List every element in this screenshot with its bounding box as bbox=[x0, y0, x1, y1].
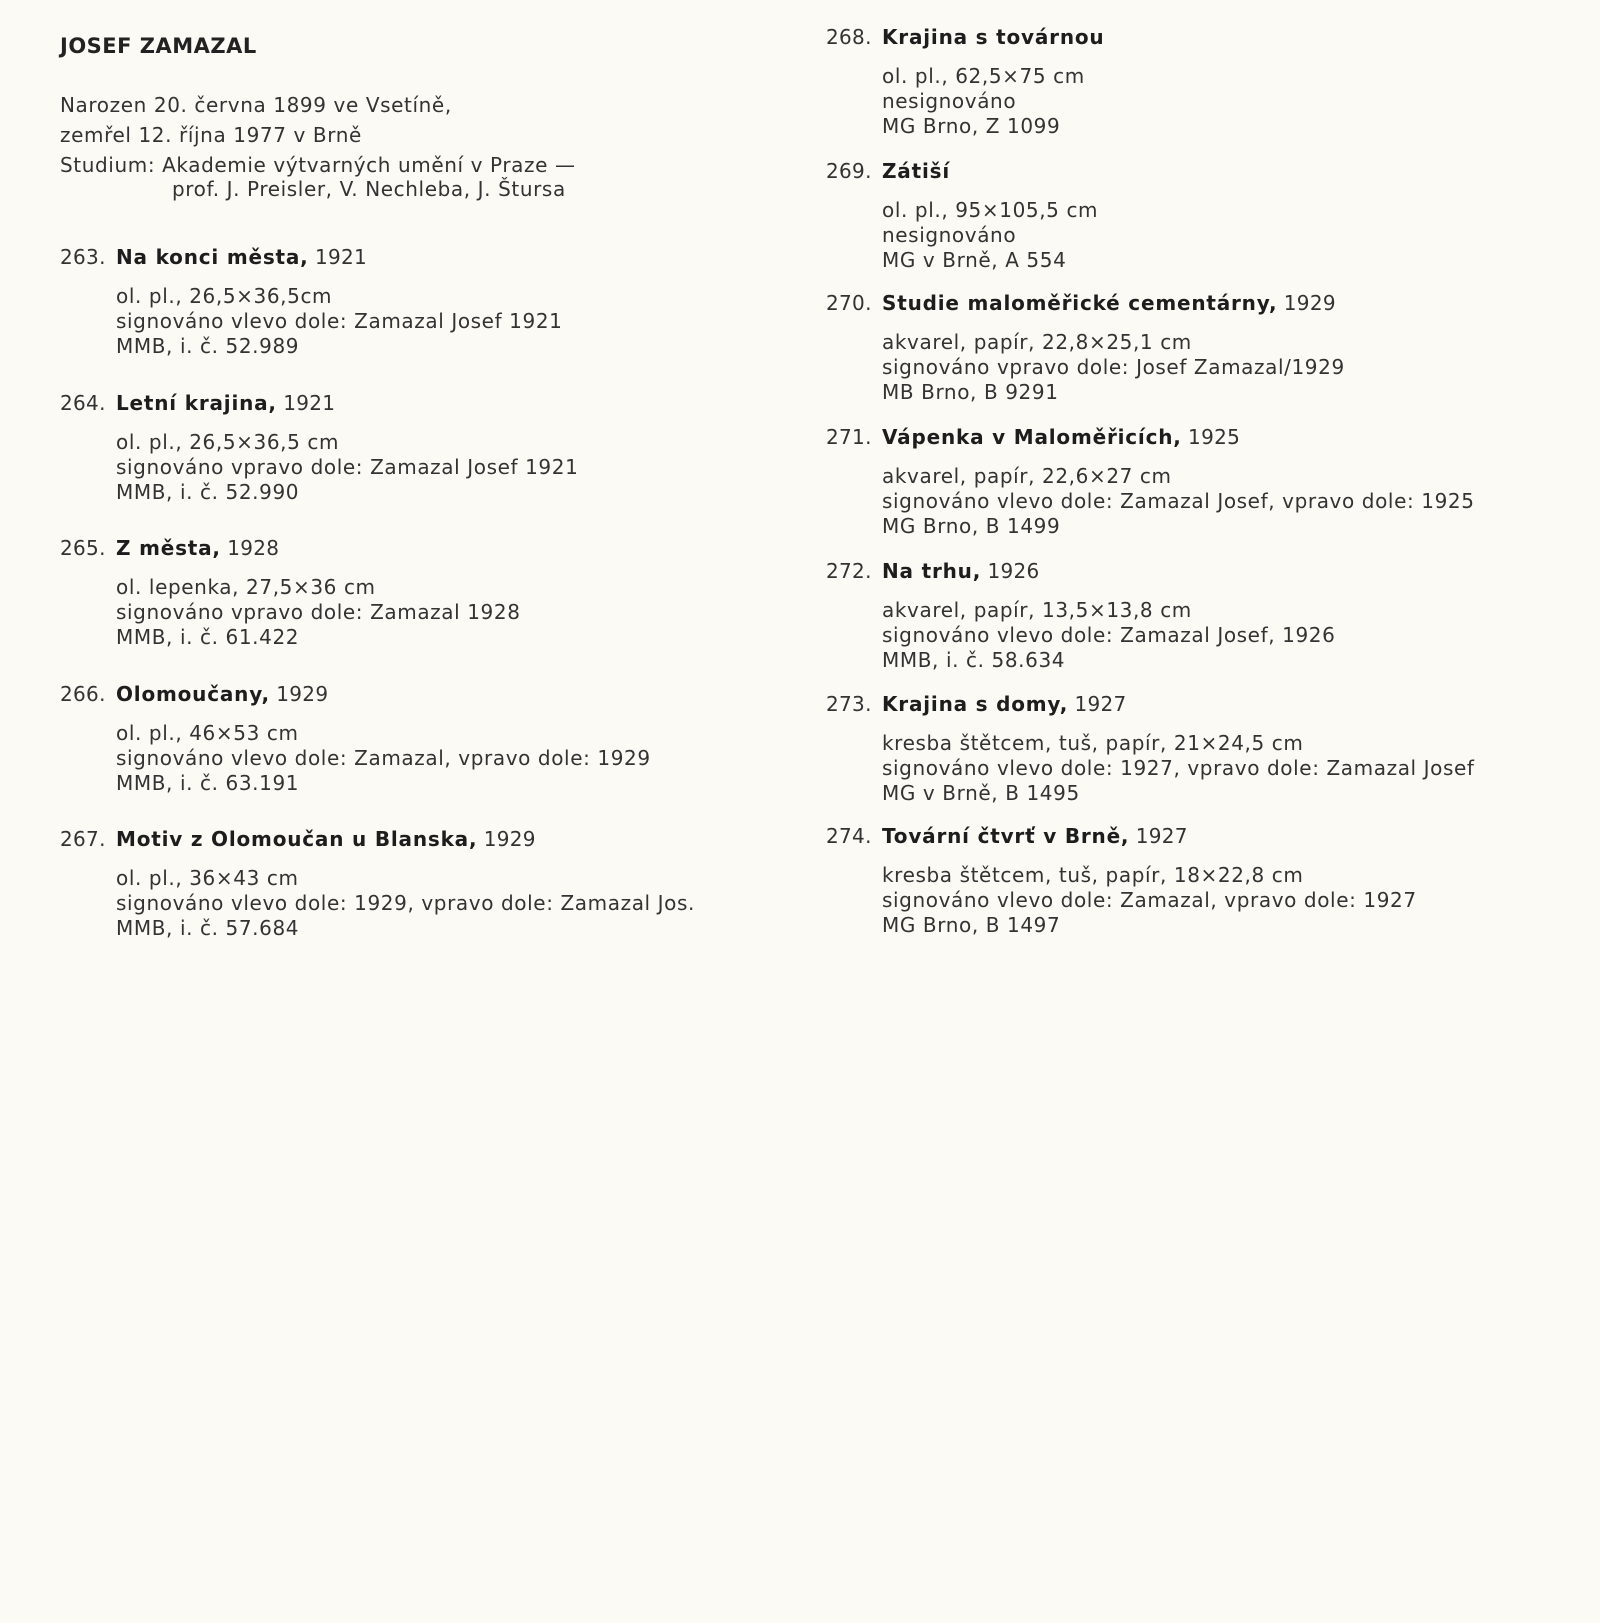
entry-heading bbox=[60, 242, 760, 272]
entry-details bbox=[826, 464, 1566, 539]
entry-year: 1929 bbox=[483, 827, 536, 851]
entry-details bbox=[826, 863, 1566, 938]
entry-collection: MMB, i. č. 58.634 bbox=[882, 648, 1066, 672]
entry-collection: MG v Brně, A 554 bbox=[882, 248, 1067, 272]
entry-signature: signováno vpravo dole: Zamazal Josef 1921 bbox=[116, 455, 579, 479]
entry-year: 1927 bbox=[1135, 824, 1188, 848]
entry-collection: MG Brno, B 1499 bbox=[882, 514, 1061, 538]
entry-signature: signováno vlevo dole: Zamazal Josef, 1926 bbox=[882, 623, 1336, 647]
entry-signature: signováno vlevo dole: Zamazal Josef 1921 bbox=[116, 309, 563, 333]
entry-number: 274. bbox=[826, 824, 872, 848]
entry-heading bbox=[826, 156, 1566, 186]
entry-heading bbox=[60, 388, 760, 418]
entry-heading bbox=[60, 679, 760, 709]
catalog-entry bbox=[60, 824, 760, 941]
entry-year: 1929 bbox=[276, 682, 329, 706]
entry-signature: signováno vlevo dole: Zamazal Josef, vpravo dole: 1925 bbox=[882, 489, 1475, 513]
catalog-entry bbox=[826, 821, 1566, 938]
entry-details bbox=[60, 721, 760, 796]
entry-heading bbox=[826, 22, 1566, 52]
entry-signature: nesignováno bbox=[882, 89, 1017, 113]
entry-medium: kresba štětcem, tuš, papír, 18×22,8 cm bbox=[882, 863, 1304, 887]
artist-name: JOSEF ZAMAZAL bbox=[60, 34, 257, 58]
entry-details bbox=[60, 284, 760, 359]
catalog-entry bbox=[826, 22, 1566, 139]
entry-collection: MMB, i. č. 57.684 bbox=[116, 916, 300, 940]
entry-number: 267. bbox=[60, 827, 106, 851]
bio-born: Narozen 20. června 1899 ve Vsetíně, bbox=[60, 93, 452, 117]
entry-heading bbox=[826, 689, 1566, 719]
entry-title: Z města, bbox=[116, 536, 221, 560]
catalog-entry bbox=[826, 156, 1566, 273]
entry-details bbox=[826, 64, 1566, 139]
entry-number: 266. bbox=[60, 682, 106, 706]
entry-collection: MMB, i. č. 63.191 bbox=[116, 771, 300, 795]
entry-title: Tovární čtvrť v Brně, bbox=[882, 824, 1130, 848]
entry-title: Motiv z Olomoučan u Blanska, bbox=[116, 827, 478, 851]
entry-collection: MG v Brně, B 1495 bbox=[882, 781, 1080, 805]
entry-signature: signováno vlevo dole: 1927, vpravo dole: Zamazal Josef bbox=[882, 756, 1475, 780]
bio-died: zemřel 12. října 1977 v Brně bbox=[60, 123, 362, 147]
entry-signature: signováno vpravo dole: Zamazal 1928 bbox=[116, 600, 521, 624]
catalog-entry bbox=[60, 679, 760, 796]
entry-medium: akvarel, papír, 22,8×25,1 cm bbox=[882, 330, 1192, 354]
entry-year: 1921 bbox=[283, 391, 336, 415]
entry-details bbox=[60, 430, 760, 505]
bio-study-professors: prof. J. Preisler, V. Nechleba, J. Štursa bbox=[172, 177, 566, 201]
entry-details bbox=[826, 330, 1566, 405]
entry-year: 1929 bbox=[1283, 291, 1336, 315]
catalog-entry bbox=[826, 689, 1566, 806]
entry-collection: MB Brno, B 9291 bbox=[882, 380, 1059, 404]
entry-title: Vápenka v Maloměřicích, bbox=[882, 425, 1182, 449]
catalog-entry bbox=[826, 422, 1566, 539]
entry-title: Na trhu, bbox=[882, 559, 982, 583]
entry-title: Krajina s domy, bbox=[882, 692, 1069, 716]
entry-medium: akvarel, papír, 22,6×27 cm bbox=[882, 464, 1172, 488]
catalog-entry bbox=[60, 533, 760, 650]
entry-number: 272. bbox=[826, 559, 872, 583]
entry-details bbox=[826, 731, 1566, 806]
entry-title: Zátiší bbox=[882, 159, 950, 183]
entry-details bbox=[60, 866, 760, 941]
entry-number: 271. bbox=[826, 425, 872, 449]
entry-signature: signováno vlevo dole: 1929, vpravo dole: Zamazal Jos. bbox=[116, 891, 695, 915]
entry-medium: ol. pl., 62,5×75 cm bbox=[882, 64, 1085, 88]
entry-number: 270. bbox=[826, 291, 872, 315]
entry-medium: ol. pl., 26,5×36,5cm bbox=[116, 284, 333, 308]
entry-medium: ol. pl., 26,5×36,5 cm bbox=[116, 430, 340, 454]
entry-medium: kresba štětcem, tuš, papír, 21×24,5 cm bbox=[882, 731, 1304, 755]
entry-heading bbox=[826, 556, 1566, 586]
entry-details bbox=[60, 575, 760, 650]
entry-number: 265. bbox=[60, 536, 106, 560]
catalog-entry bbox=[826, 556, 1566, 673]
entry-number: 268. bbox=[826, 25, 872, 49]
catalog-entry bbox=[826, 288, 1566, 405]
entry-medium: ol. pl., 36×43 cm bbox=[116, 866, 299, 890]
entry-year: 1921 bbox=[314, 245, 368, 269]
entry-year: 1927 bbox=[1074, 692, 1127, 716]
entry-year: 1928 bbox=[227, 536, 280, 560]
entry-signature: signováno vlevo dole: Zamazal, vpravo dole: 1927 bbox=[882, 888, 1417, 912]
entry-number: 264. bbox=[60, 391, 106, 415]
entry-collection: MMB, i. č. 52.989 bbox=[116, 334, 300, 358]
entry-medium: ol. pl., 95×105,5 cm bbox=[882, 198, 1099, 222]
entry-signature: signováno vpravo dole: Josef Zamazal/1929 bbox=[882, 355, 1345, 379]
entry-collection: MMB, i. č. 61.422 bbox=[116, 625, 300, 649]
entry-signature: signováno vlevo dole: Zamazal, vpravo dole: 1929 bbox=[116, 746, 651, 770]
entry-medium: ol. lepenka, 27,5×36 cm bbox=[116, 575, 376, 599]
entry-title: Na konci města, bbox=[116, 245, 309, 269]
entry-signature: nesignováno bbox=[882, 223, 1017, 247]
entry-collection: MG Brno, B 1497 bbox=[882, 913, 1061, 937]
entry-details bbox=[826, 598, 1566, 673]
catalog-entry bbox=[60, 388, 760, 505]
entry-heading bbox=[60, 824, 760, 854]
entry-number: 273. bbox=[826, 692, 872, 716]
artist-bio bbox=[60, 90, 576, 201]
entry-title: Letní krajina, bbox=[116, 391, 277, 415]
entry-title: Olomoučany, bbox=[116, 682, 270, 706]
entry-medium: akvarel, papír, 13,5×13,8 cm bbox=[882, 598, 1192, 622]
entry-medium: ol. pl., 46×53 cm bbox=[116, 721, 299, 745]
entry-year: 1926 bbox=[987, 559, 1040, 583]
entry-collection: MMB, i. č. 52.990 bbox=[116, 480, 300, 504]
entry-details bbox=[826, 198, 1566, 273]
entry-heading bbox=[826, 422, 1566, 452]
entry-number: 269. bbox=[826, 159, 872, 183]
entry-title: Studie maloměřické cementárny, bbox=[882, 291, 1278, 315]
bio-study: Studium: Akademie výtvarných umění v Praze — bbox=[60, 153, 576, 177]
entry-number: 263. bbox=[60, 245, 106, 269]
entry-heading bbox=[826, 821, 1566, 851]
catalog-entry bbox=[60, 242, 760, 359]
entry-title: Krajina s továrnou bbox=[882, 25, 1105, 49]
entry-heading bbox=[826, 288, 1566, 318]
entry-collection: MG Brno, Z 1099 bbox=[882, 114, 1061, 138]
entry-year: 1925 bbox=[1188, 425, 1241, 449]
entry-heading bbox=[60, 533, 760, 563]
